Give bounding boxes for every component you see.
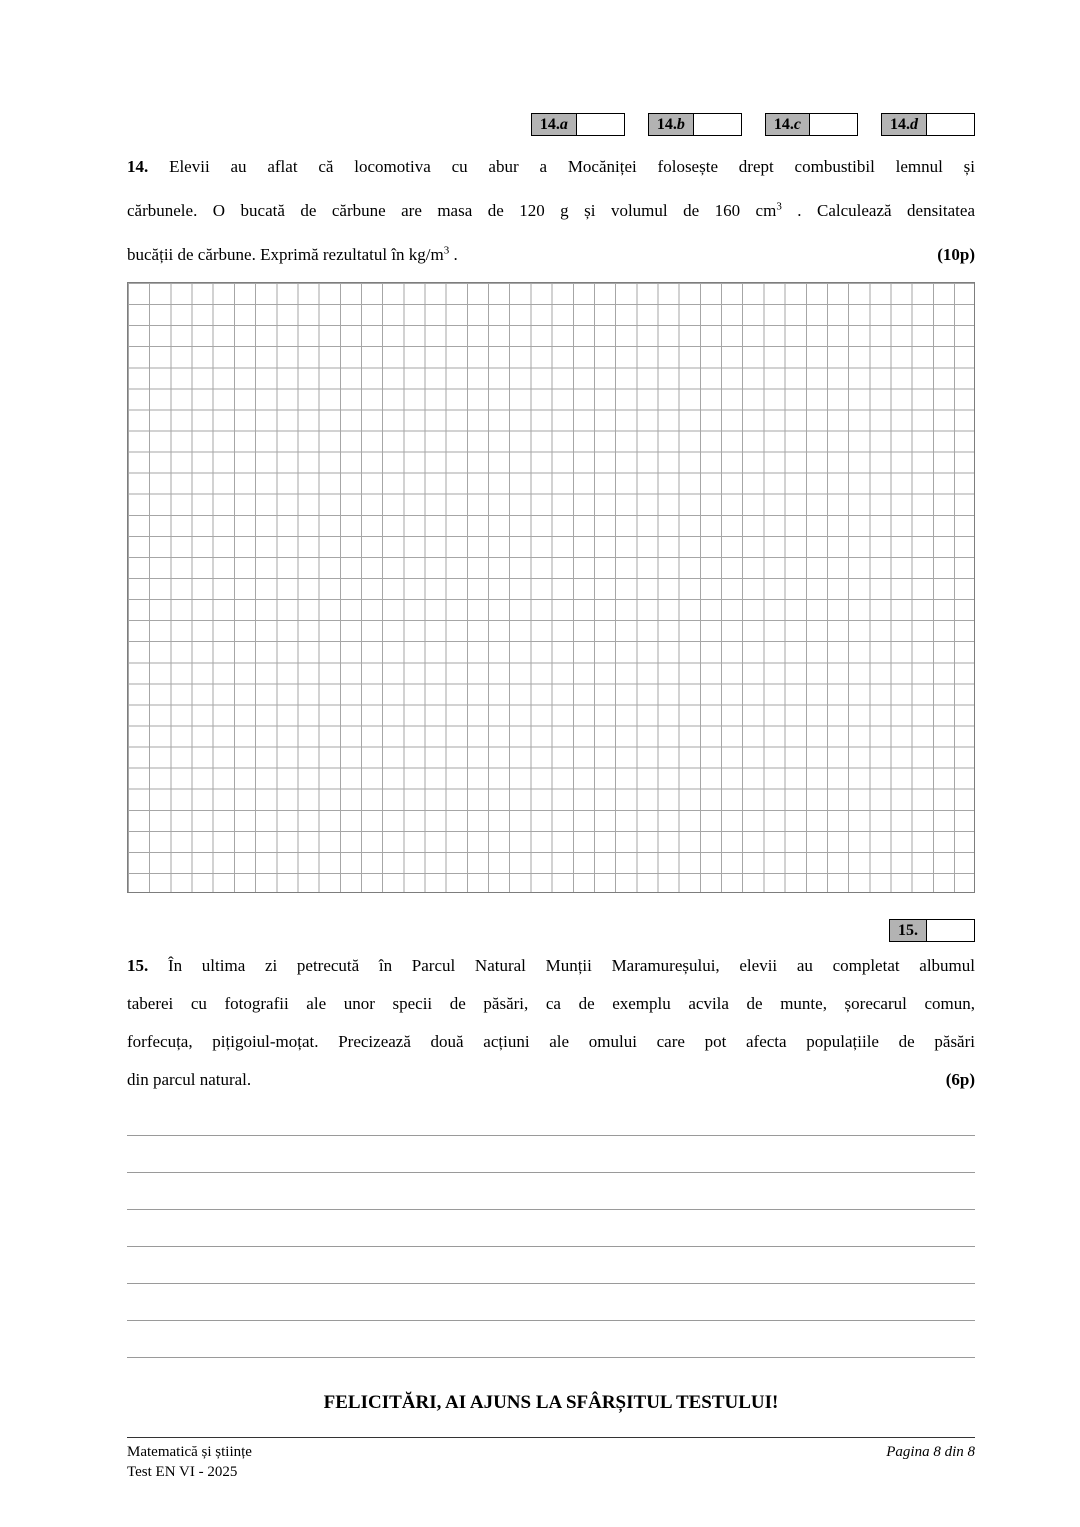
question-14 [127,145,975,277]
answer-line[interactable] [127,1284,975,1321]
score-label-number: 14. [656,116,677,133]
q14-text-3a: bucății de cărbune. Exprimă rezultatul în kg/m [127,245,444,264]
q14b-score-label [648,113,694,136]
q15-text-3: forfecuța, pițigoiul-moțat. Precizează două acțiuni ale omului care pot afecta populațiile de păsări [127,1032,975,1051]
q14a-score-label [531,113,577,136]
q14b-score-input[interactable] [694,113,742,136]
q15-number: 15. [127,956,149,975]
score-label-letter: b [676,116,685,133]
q14-text-1: Elevii au aflat că locomotiva cu abur a Mocăniței folosește drept combustibil lemnul și [169,157,976,176]
q15-line2 [127,985,975,1023]
answer-line[interactable] [127,1247,975,1284]
q15-line4 [127,1061,975,1099]
q15-text-4: din parcul natural. [127,1070,252,1089]
answer-line[interactable] [127,1321,975,1358]
q14-line2 [127,189,975,233]
answer-line[interactable] [127,1099,975,1136]
answer-line[interactable] [127,1173,975,1210]
q15-score-label [889,919,927,942]
page-footer [127,1437,975,1482]
q14a-score-box [531,113,625,136]
score-label-number: 14. [773,116,794,133]
q14-text-3b: . [449,245,458,264]
q14-text-2a: cărbunele. O bucată de cărbune are masa de 120 g și volumul de 160 cm [127,201,777,220]
q15-line1 [127,947,975,985]
footer-test-name: Test EN VI - 2025 [127,1464,238,1480]
end-of-test-message: FELICITĂRI, AI AJUNS LA SFÂRȘITUL TESTULUI! [323,1392,779,1413]
q14-points: (10p) [937,245,975,264]
q14-number: 14. [127,157,149,176]
q14-score-row [127,113,975,136]
q14-superscript: 3 [776,200,782,213]
answer-line[interactable] [127,1210,975,1247]
q14d-score-label [881,113,927,136]
score-label-letter: c [793,116,801,133]
q15-answer-area [127,1099,975,1358]
q14d-score-box [881,113,975,136]
footer-subject: Matematică și științe [127,1444,252,1460]
q14a-score-input[interactable] [577,113,625,136]
q14d-score-input[interactable] [927,113,975,136]
score-label-letter: a [559,116,568,133]
footer-left [127,1442,252,1482]
q15-points: (6p) [945,1070,975,1089]
question-15 [127,947,975,1099]
q14c-score-input[interactable] [810,113,858,136]
q14-text-2b: . Calculează densitatea [781,201,975,220]
score-label-number: 14. [539,116,560,133]
q14-line3 [127,233,975,277]
q14-superscript: 3 [443,244,450,257]
q14-work-grid[interactable] [127,282,975,893]
q14c-score-label [765,113,810,136]
q15-score-input[interactable] [927,919,975,942]
q15-text-1: În ultima zi petrecută în Parcul Natural Munții Maramureșului, elevii au completat albumul [167,956,976,975]
answer-line[interactable] [127,1136,975,1173]
q15-score-row [127,919,975,942]
q15-text-2: taberei cu fotografii ale unor specii de păsări, ca de exemplu acvila de munte, șorecarul comun, [127,994,975,1013]
q14-line1 [127,145,975,189]
q14c-score-box [765,113,858,136]
q14b-score-box [648,113,742,136]
q14-text-3 [127,233,458,277]
footer-page-number: Pagina 8 din 8 [886,1444,975,1460]
q15-score-box [889,919,975,942]
score-label-number: 14. [890,116,910,133]
q15-line3 [127,1023,975,1061]
score-label-number: 15. [898,922,918,939]
score-label-letter: d [910,116,918,133]
